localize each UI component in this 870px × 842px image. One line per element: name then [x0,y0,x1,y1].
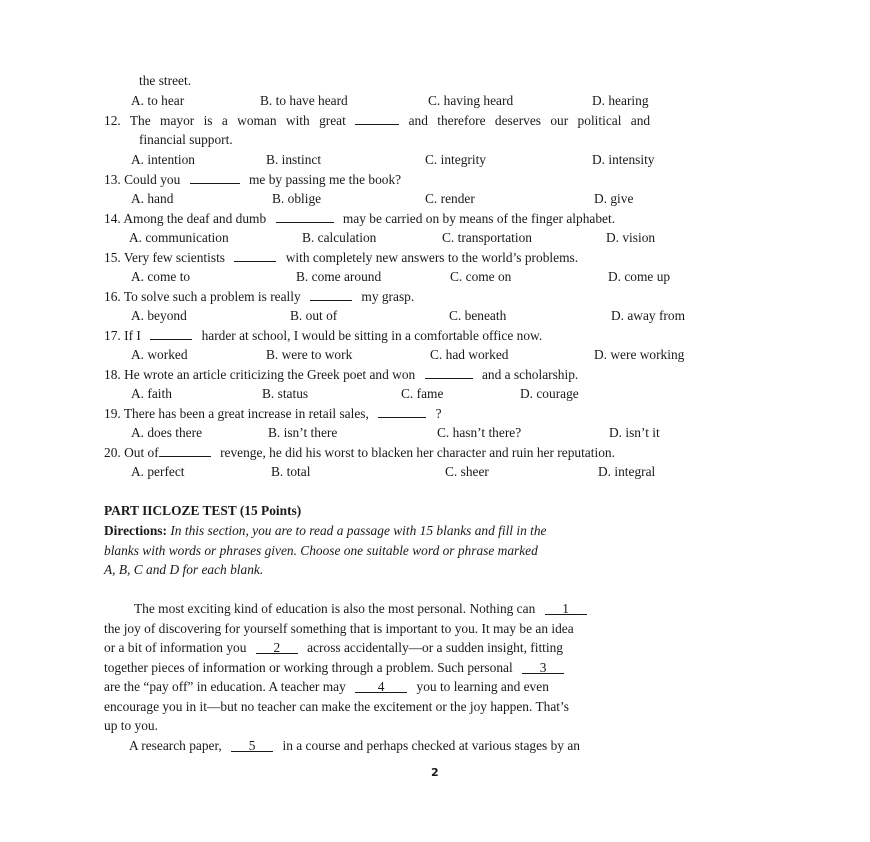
directions-label: Directions: [104,523,167,538]
cloze-blank-3[interactable]: 3 [522,661,564,674]
q17-option-a: A. worked [131,347,188,362]
question-13: 13. Could you me by passing me the book? [104,172,402,187]
q14-option-d: D. vision [606,230,656,245]
q13-option-b: B. oblige [272,191,322,206]
passage-line-1: The most exciting kind of education is also the most personal. Nothing can 1 [134,600,587,617]
answer-blank[interactable] [150,327,192,340]
page-number: 2 [431,766,439,779]
cloze-blank-4[interactable]: 4 [355,680,407,693]
question-11-continuation: the street. [139,73,192,88]
q12-option-c: C. integrity [425,152,486,167]
q18-option-d: D. courage [520,386,579,401]
question-18: 18. He wrote an article criticizing the Greek poet and won and a scholarship. [104,367,579,382]
q17-option-c: C. had worked [430,347,509,362]
q18-option-b: B. status [262,386,309,401]
q15-option-d: D. come up [608,269,671,284]
q15-option-c: C. come on [450,269,512,284]
answer-blank[interactable] [276,210,334,223]
q12-option-d: D. intensity [592,152,655,167]
passage-line-3: or a bit of information you 2 across accidentally—or a sudden insight, fitting [104,640,564,655]
directions-line-2: blanks with words or phrases given. Choose one suitable word or phrase marked [104,543,538,558]
directions-line-3: A, B, C and D for each blank. [104,562,264,577]
passage-line-8: A research paper, 5 in a course and perhaps checked at various stages by an [129,738,580,753]
q19-option-a: A. does there [131,425,203,440]
q11-option-d: D. hearing [592,93,649,108]
answer-blank[interactable] [310,288,352,301]
q18-option-c: C. fame [401,386,444,401]
answer-blank[interactable] [234,249,276,262]
q17-option-d: D. were working [594,347,685,362]
q14-option-c: C. transportation [442,230,533,245]
cloze-blank-2[interactable]: 2 [256,641,298,654]
q13-option-d: D. give [594,191,634,206]
q14-option-a: A. communication [129,230,229,245]
answer-blank[interactable] [355,112,399,125]
question-14: 14. Among the deaf and dumb may be carried on by means of the finger alphabet. [104,211,616,226]
q18-option-a: A. faith [131,386,172,401]
q15-option-a: A. come to [131,269,191,284]
answer-blank[interactable] [190,171,240,184]
question-16: 16. To solve such a problem is really my grasp. [104,289,415,304]
q12-option-b: B. instinct [266,152,322,167]
q19-option-d: D. isn’t it [609,425,660,440]
answer-blank[interactable] [159,444,211,457]
q20-option-a: A. perfect [131,464,185,479]
passage-line-5: are the “pay off” in education. A teacher may 4 you to learning and even [104,679,549,694]
cloze-blank-5[interactable]: 5 [231,739,273,752]
q16-option-b: B. out of [290,308,338,323]
answer-blank[interactable] [378,405,426,418]
q20-option-d: D. integral [598,464,656,479]
q16-option-a: A. beyond [131,308,187,323]
q12-option-a: A. intention [131,152,195,167]
question-15: 15. Very few scientists with completely new answers to the world’s problems. [104,250,579,265]
q11-option-a: A. to hear [131,93,185,108]
q15-option-b: B. come around [296,269,382,284]
q16-option-d: D. away from [611,308,685,323]
passage-line-7: up to you. [104,718,158,733]
q17-option-b: B. were to work [266,347,353,362]
q19-option-c: C. hasn’t there? [437,425,522,440]
question-12-continuation: financial support. [139,132,233,147]
passage-line-2: the joy of discovering for yourself something that is important to you. It may be an idea [104,621,574,636]
q19-option-b: B. isn’t there [268,425,338,440]
q20-option-c: C. sheer [445,464,489,479]
q14-option-b: B. calculation [302,230,377,245]
question-12: 12. The mayor is a woman with great and therefore deserves our political and [104,113,651,128]
q16-option-c: C. beneath [449,308,507,323]
q11-option-b: B. to have heard [260,93,348,108]
section-heading: PART IICLOZE TEST (15 Points) [104,503,302,518]
passage-line-4: together pieces of information or working through a problem. Such personal 3 [104,659,564,676]
q11-option-c: C. having heard [428,93,514,108]
question-19: 19. There has been a great increase in retail sales, ? [104,406,442,421]
question-20: 20. Out of revenge, he did his worst to blacken her character and ruin her reputation. [104,445,615,460]
directions-line-1: Directions: In this section, you are to read a passage with 15 blanks and fill in the [104,523,547,538]
answer-blank[interactable] [425,366,473,379]
passage-line-6: encourage you in it—but no teacher can make the excitement or the joy happen. That’s [104,699,569,714]
cloze-blank-1[interactable]: 1 [545,602,587,615]
q13-option-c: C. render [425,191,475,206]
q13-option-a: A. hand [131,191,174,206]
question-17: 17. If I harder at school, I would be sitting in a comfortable office now. [104,328,543,343]
q20-option-b: B. total [271,464,311,479]
